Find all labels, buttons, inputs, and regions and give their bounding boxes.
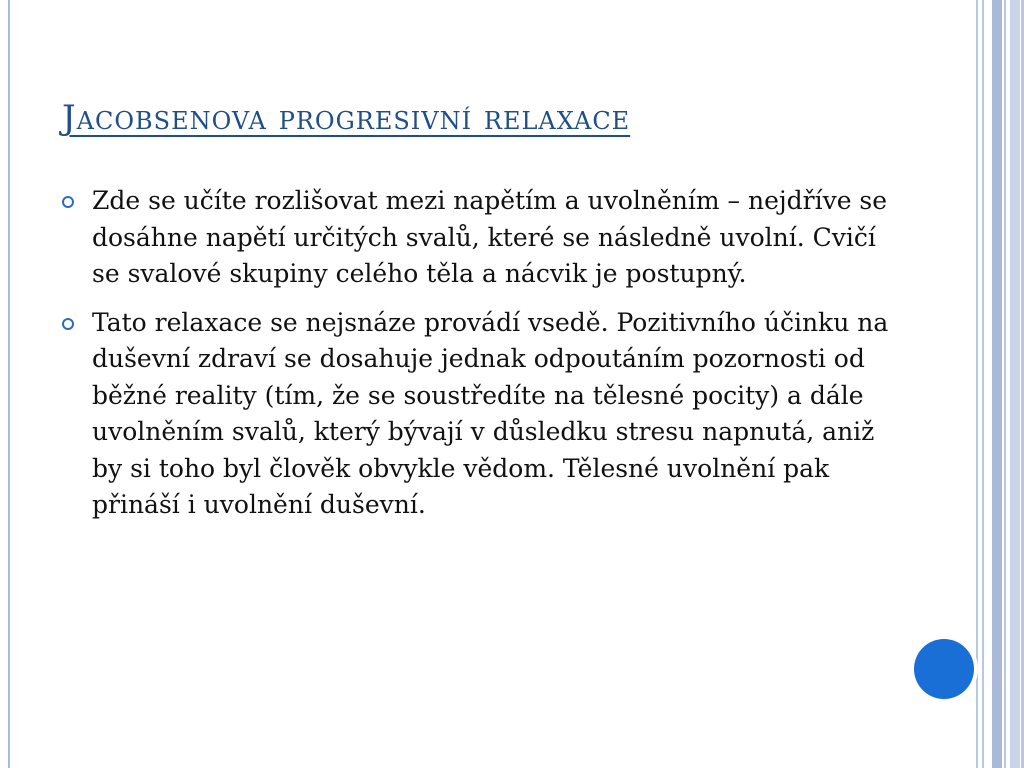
ring-bullet-icon	[62, 318, 74, 330]
ring-bullet-icon	[62, 196, 74, 208]
right-decorative-bars	[976, 0, 1024, 768]
bullet-text: Tato relaxace se nejsnáze provádí vsedě. Pozitivního účinku na duševní zdraví se dosahuje jednak odpoutáním pozornosti od běžné reality (tím, že se soustředíte na tělesné pocity) a dále uvolněním svalů, který bývají v důsledku stresu napnutá, aniž by si toho byl člověk obvykle vědom. Tělesné uvolnění pak přináší i uvolnění duševní.	[92, 307, 889, 519]
decorative-bar	[1010, 0, 1020, 768]
bullet-text: Zde se učíte rozlišovat mezi napětím a uvolněním – nejdříve se dosáhne napětí určitých svalů, které se následně uvolní. Cvičí se svalové skupiny celého těla a nácvik je postupný.	[92, 186, 888, 288]
bullet-item	[62, 305, 892, 524]
left-border-rule	[8, 0, 10, 768]
decorative-bar	[992, 0, 1002, 768]
slide-title: Jacobsenova progresivní relaxace	[62, 98, 631, 138]
decorative-bar	[976, 0, 978, 768]
bullet-item	[62, 183, 892, 293]
decorative-bar	[982, 0, 984, 768]
decorative-circle	[914, 639, 974, 699]
decorative-bar	[1004, 0, 1006, 768]
slide-content	[62, 183, 892, 536]
